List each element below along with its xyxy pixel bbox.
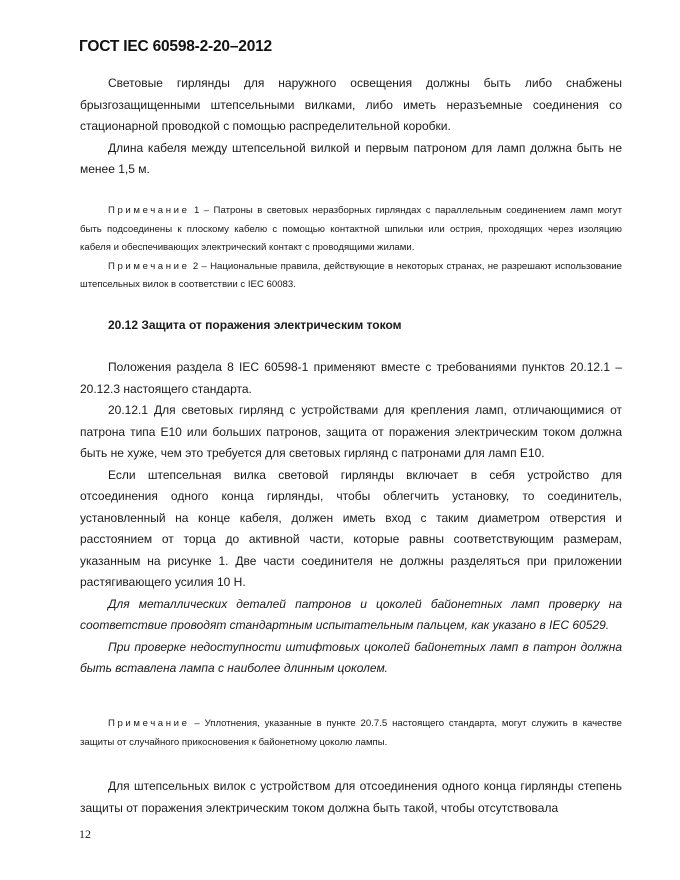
note [80,715,622,752]
section-plugs [80,776,622,819]
note-2 [80,258,622,295]
section-heading: 20.12 Защита от поражения электрическим током [108,318,402,332]
note-text: 1 – Патроны в световых неразборных гирляндах с параллельным соединением ламп могут быть подсоединены к плоскому кабелю с помощью контактной шпильки или острия, проходящих через изоляцию кабеля и обеспечивающих электрический контакт с проводящими жилами. [80,205,622,253]
paragraph: Световые гирлянды для наружного освещения должны быть либо снабжены брызгозащищенными штепсельными вилками, либо иметь неразъемные соединения со стационарной проводкой с помощью распределительной коробки. [80,76,622,133]
paragraph-italic: Для металлических деталей патронов и цоколей байонетных ламп проверку на соответствие проводят стандартным испытательным пальцем, как указано в IEC 60529. [80,596,622,632]
section-outdoor-garlands [80,73,622,181]
note-1 [80,202,622,258]
section-heading-block [80,318,622,332]
page-number: 12 [79,827,91,841]
paragraph: Положения раздела 8 IEC 60598-1 применяют вместе с требованиями пунктов 20.12.1 – 20.12.3 настоящего стандарта. [80,360,622,396]
notes-block [80,202,622,295]
note-text: – Уплотнения, указанные в пункте 20.7.5 настоящего стандарта, могут служить в качестве защиты от случайного прикосновения к байонетному цоколю лампы. [80,718,622,748]
paragraph: Длина кабеля между штепсельной вилкой и первым патроном для ламп должна быть не менее 1,5 м. [80,140,622,176]
document-header: ГОСТ IEC 60598-2-20–2012 [79,38,272,55]
note-label: Примечание [108,260,190,272]
section-electric-shock [80,357,622,680]
paragraph: Если штепсельная вилка световой гирлянды включает в себя устройство для отсоединения одного конца гирлянды, чтобы облегчить установку, то соединитель, установленный на конце кабеля, должен иметь вход с таким диаметром отверстия и расстоянием от торца до активной части, которые равны соответствующим размерам, указанным на рисунке 1. Две части соединителя не должны разделяться при приложении растягивающего усилия 10 Н. [80,467,622,589]
notes-block-2 [80,715,622,752]
paragraph: Для штепсельных вилок с устройством для отсоединения одного конца гирлянды степень защиты от поражения электрическим током должна быть такой, чтобы отсутствовала [80,779,622,815]
paragraph-italic: При проверке недоступности штифтовых цоколей байонетных ламп в патрон должна быть вставлена лампа с наиболее длинным цоколем. [80,639,622,675]
note-label: Примечание [108,205,190,216]
note-text: 2 – Национальные правила, действующие в некоторых странах, не разрешают использование штепсельных вилок в соответствии с IEC 60083. [80,260,622,290]
paragraph: 20.12.1 Для световых гирлянд с устройствами для крепления ламп, отличающимися от патрона типа E10 или больших патронов, защита от поражения электрическим током должна быть не хуже, чем это требуется для световых гирлянд с патронами для ламп E10. [80,403,622,460]
note-label: Примечание [108,718,190,729]
